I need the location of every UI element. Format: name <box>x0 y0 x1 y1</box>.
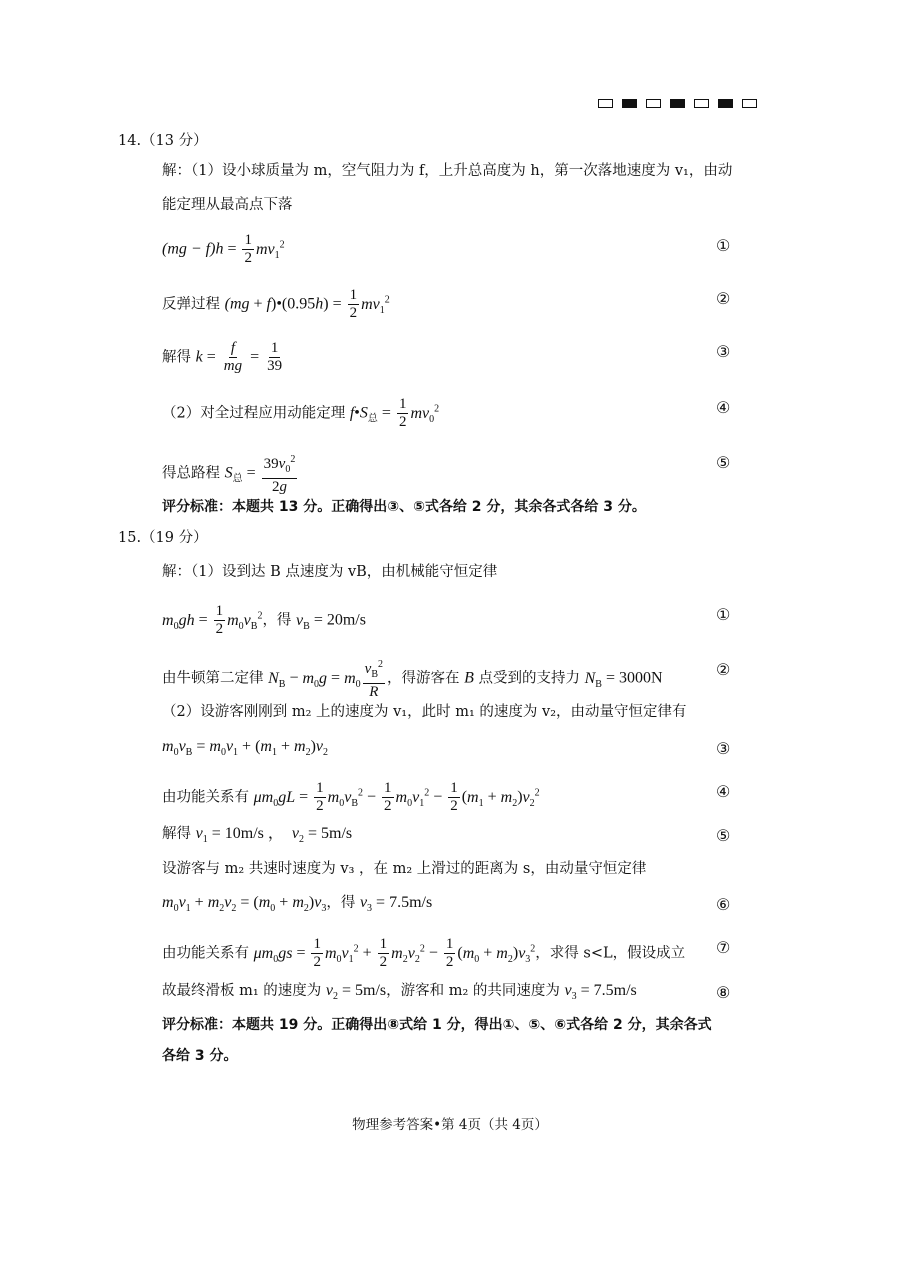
q14-mark-2: ② <box>716 289 731 308</box>
q15-mark-7: ⑦ <box>716 938 731 957</box>
q15-mark-5: ⑤ <box>716 826 731 845</box>
q15-eq5-prefix: 解得 <box>162 826 191 842</box>
q15-equation-7: 由功能关系有 $\mu m_0gs$ = $\frac{1}{2}$ $m_0v_1^2$ + $\frac{1}{2}$ $m_2v_2^2$ − $\frac{1}{2}$ $(m_0 + m_2)v_3^2$，求得 s<L，假设成立 <box>162 936 686 970</box>
q15-scoring-line1: 评分标准：本题共 19 分。正确得出⑧式给 1 分，得出①、⑤、⑥式各给 2 分，其余各式 <box>162 1017 712 1033</box>
q15-eq7-suffix: ，求得 s<L，假设成立 <box>535 945 686 962</box>
mark-filled <box>622 99 637 108</box>
mark-filled <box>670 99 685 108</box>
q15-equation-2: 由牛顿第二定律 $N_B - m_0g = m_0$ $\frac{v_B^2}{R}$ ，得游客在 B 点受到的支持力 $N_B = 3000N$ <box>162 656 663 701</box>
mark-empty <box>742 99 757 108</box>
q14-equation-3: 解得 k = $\frac{f}{mg}$ = $\frac{1}{39}$ <box>162 340 283 374</box>
page-position-marks <box>598 99 757 108</box>
mark-filled <box>718 99 733 108</box>
q14-eq5-prefix: 得总路程 <box>162 465 220 482</box>
q15-mark-1: ① <box>716 605 731 624</box>
q14-eq2-prefix: 反弹过程 <box>162 296 220 313</box>
q15-eq2-mid: ，得游客在 <box>386 670 460 687</box>
q14-eq3-prefix: 解得 <box>162 349 191 366</box>
q15-line-6: 设游客与 m₂ 共速时速度为 v₃ ，在 m₂ 上滑过的距离为 s，由动量守恒定律 <box>162 861 647 877</box>
page-footer: 物理参考答案•第 4页（共 4页） <box>352 1117 548 1133</box>
q15-eq6-suffix: ，得 <box>326 895 356 911</box>
q14-equation-5: 得总路程 $S_总$ = $\frac{39v_0^2}{2g}$ <box>162 451 299 496</box>
q15-mark-6: ⑥ <box>716 895 731 914</box>
q14-equation-1: (mg − f)h = $\frac{1}{2}$ $mv_1^2$ <box>162 232 285 266</box>
q15-part2-text: （2）设游客刚刚到 m₂ 上的速度为 v₁，此时 m₁ 的速度为 v₂，由动量守恒定律有 <box>162 704 687 720</box>
q14-mark-3: ③ <box>716 342 731 361</box>
q15-mark-8: ⑧ <box>716 983 731 1002</box>
q15-eq2-prefix: 由牛顿第二定律 <box>162 670 264 687</box>
q14-equation-4: （2）对全过程应用动能定理 $f•S_总$ = $\frac{1}{2}$ $mv_0^2$ <box>162 396 440 430</box>
q15-eq4-prefix: 由功能关系有 <box>162 789 249 806</box>
q14-scoring: 评分标准：本题共 13 分。正确得出③、⑤式各给 2 分，其余各式各给 3 分。 <box>162 499 646 515</box>
mark-empty <box>598 99 613 108</box>
q14-mark-1: ① <box>716 236 731 255</box>
q15-eq7-prefix: 由功能关系有 <box>162 945 249 962</box>
q15-eq1-suffix: ，得 <box>262 612 292 629</box>
q14-intro-line1: 解：（1）设小球质量为 m，空气阻力为 f，上升总高度为 h，第一次落地速度为 v₁，由动 <box>162 163 733 179</box>
q15-mark-4: ④ <box>716 782 731 801</box>
mark-empty <box>694 99 709 108</box>
q14-eq4-prefix: （2）对全过程应用动能定理 <box>162 405 346 422</box>
q15-equation-6: $m_0v_1 + m_2v_2 = (m_0 + m_2)v_3$，得 $v_3 = 7.5m/s$ <box>162 894 433 915</box>
q15-equation-8: 故最终滑板 m₁ 的速度为 $v_2 = 5m/s$，游客和 m₂ 的共同速度为 $v_3 = 7.5m/s$ <box>162 982 637 1003</box>
mark-empty <box>646 99 661 108</box>
q15-equation-3: $m_0v_B = m_0v_1 + (m_1 + m_2)v_2$ <box>162 738 328 759</box>
q14-equation-2: 反弹过程 (mg + f)•(0.95h) = $\frac{1}{2}$ $mv_1^2$ <box>162 287 390 321</box>
q15-equation-5: 解得 $v_1 = 10m/s$ ， $v_2 = 5m/s$ <box>162 825 353 846</box>
q15-equation-4: 由功能关系有 $\mu m_0gL$ = $\frac{1}{2}$ $m_0v_B^2$ − $\frac{1}{2}$ $m_0v_1^2$ − $\frac{1}{2}$ $(m_1 + m_2)v_2^2$ <box>162 780 540 814</box>
q14-intro-line2: 能定理从最高点下落 <box>162 197 293 213</box>
q15-eq8-text1: 故最终滑板 m₁ 的速度为 <box>162 983 322 999</box>
q14-title: 14.（13 分） <box>118 133 208 149</box>
q15-title: 15.（19 分） <box>118 530 208 546</box>
q14-mark-4: ④ <box>716 398 731 417</box>
q15-intro: 解：（1）设到达 B 点速度为 vB，由机械能守恒定律 <box>162 564 498 580</box>
q15-equation-1: $m_0gh$ = $\frac{1}{2}$ $m_0v_B^2$，得 $v_B = 20m/s$ <box>162 603 366 637</box>
q15-mark-2: ② <box>716 660 731 679</box>
q15-eq8-text2: ，游客和 m₂ 的共同速度为 <box>386 983 560 999</box>
q14-mark-5: ⑤ <box>716 453 731 472</box>
q15-scoring-line2: 各给 3 分。 <box>162 1048 238 1064</box>
q15-eq2-mid2: 点受到的支持力 <box>478 670 580 687</box>
q15-mark-3: ③ <box>716 739 731 758</box>
